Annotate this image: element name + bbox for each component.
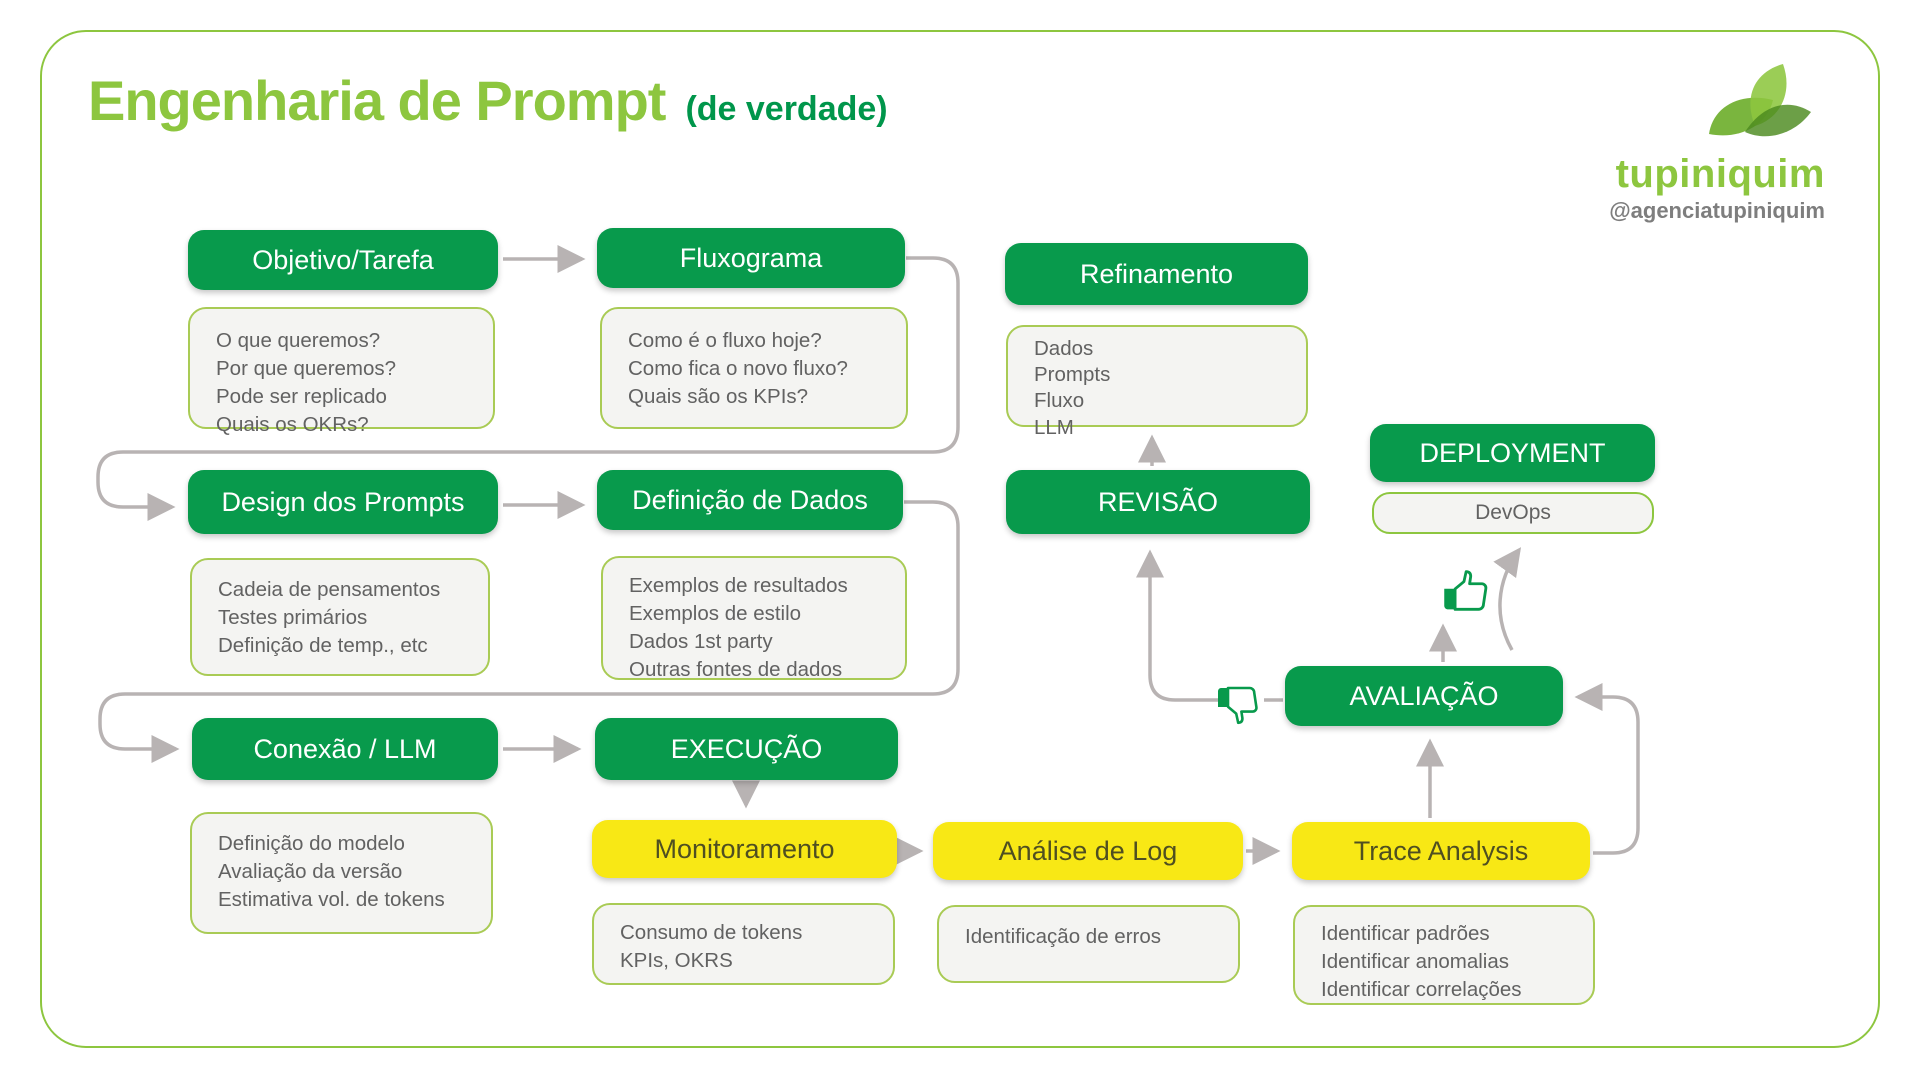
node-refinamento	[1005, 243, 1308, 305]
node-label: Análise de Log	[998, 835, 1178, 866]
thumbs-up-icon	[1440, 566, 1494, 618]
node-monitoramento	[592, 820, 897, 878]
note-analise-log: Identificação de erros	[937, 905, 1240, 983]
node-label: Refinamento	[1079, 258, 1234, 289]
node-design-prompts	[188, 470, 498, 534]
node-label: Objetivo/Tarefa	[252, 244, 434, 275]
logo-wordmark: tupiniquim	[1615, 152, 1825, 196]
node-label: REVISÃO	[1097, 486, 1219, 517]
note-fluxograma: Como é o fluxo hoje? Como fica o novo fluxo? Quais são os KPIs?	[600, 307, 908, 429]
note-devops: DevOps	[1372, 492, 1654, 534]
note-conexao-llm: Definição do modelo Avaliação da versão Estimativa vol. de tokens	[190, 812, 493, 934]
node-label: Fluxograma	[679, 242, 823, 273]
note-definicao-dados: Exemplos de resultados Exemplos de estilo Dados 1st party Outras fontes de dados	[601, 556, 907, 680]
node-label: Conexão / LLM	[253, 733, 437, 764]
note-refinamento: Dados Prompts Fluxo LLM	[1006, 325, 1308, 427]
node-execucao	[595, 718, 898, 780]
note-objetivo-tarefa: O que queremos? Por que queremos? Pode ser replicado Quais os OKRs?	[188, 307, 495, 429]
node-fluxograma	[597, 228, 905, 288]
node-avaliacao	[1285, 666, 1563, 726]
thumbs-down-icon	[1214, 680, 1264, 728]
node-label: DEPLOYMENT	[1419, 437, 1606, 468]
note-monitoramento: Consumo de tokens KPIs, OKRS	[592, 903, 895, 985]
logo-handle: @agenciatupiniquim	[1609, 198, 1825, 223]
node-deployment	[1370, 424, 1655, 482]
node-conexao-llm	[192, 718, 498, 780]
node-label: Definição de Dados	[632, 484, 868, 515]
node-label: Trace Analysis	[1353, 835, 1529, 866]
node-revisao	[1006, 470, 1310, 534]
node-trace-analysis	[1292, 822, 1590, 880]
page-title: Engenharia de Prompt	[88, 69, 666, 132]
node-label: EXECUÇÃO	[670, 733, 823, 764]
node-label: Monitoramento	[654, 833, 835, 864]
node-definicao-dados	[597, 470, 903, 530]
page-subtitle: (de verdade)	[685, 90, 888, 128]
node-label: Design dos Prompts	[221, 486, 465, 517]
node-objetivo-tarefa	[188, 230, 498, 290]
node-analise-log	[933, 822, 1243, 880]
node-label: AVALIAÇÃO	[1349, 680, 1499, 711]
note-trace-analysis: Identificar padrões Identificar anomalias Identificar correlações	[1293, 905, 1595, 1005]
note-design-prompts: Cadeia de pensamentos Testes primários Definição de temp., etc	[190, 558, 490, 676]
